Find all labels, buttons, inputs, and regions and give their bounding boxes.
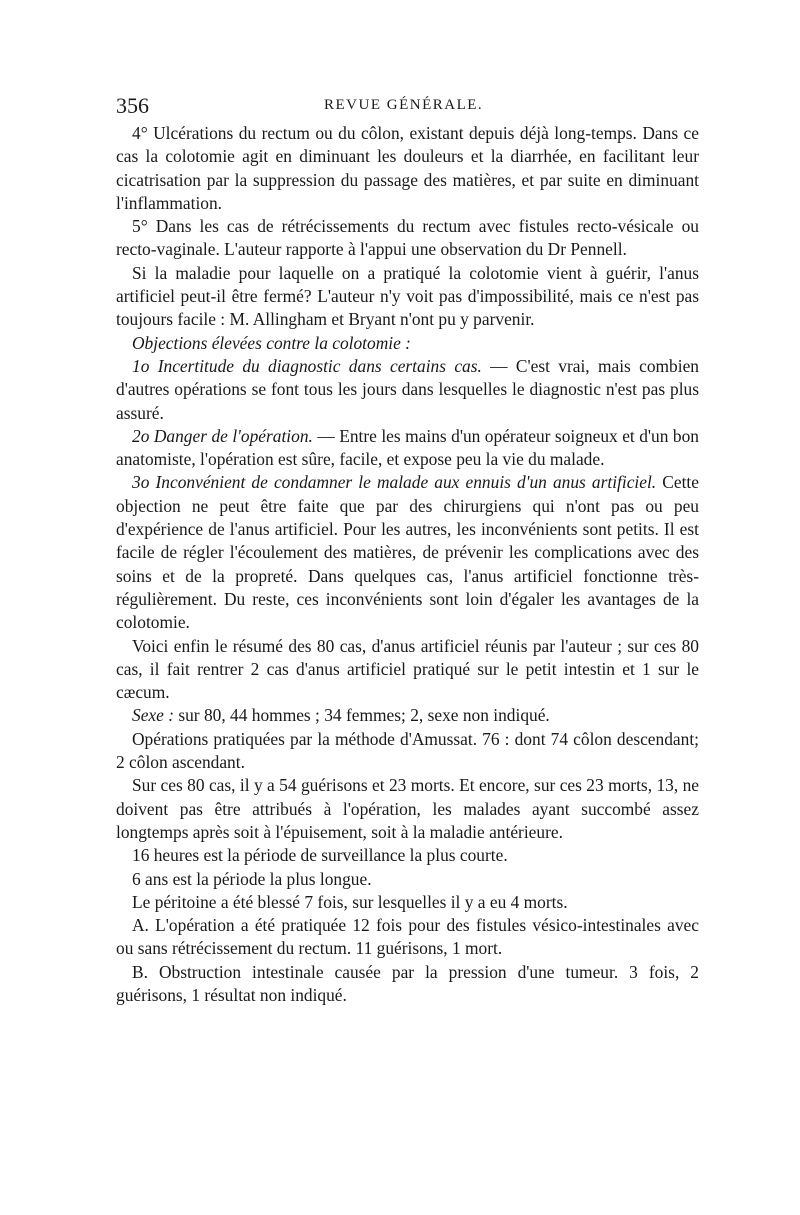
paragraph-surveillance-courte: 16 heures est la période de surveillance la plus courte. bbox=[132, 845, 508, 866]
body-text bbox=[116, 122, 699, 1007]
paragraph-retrecissements: 5° Dans les cas de rétrécissements du rectum avec fistules recto-vésicale ou recto-vaginale. L'auteur rapporte à l'appui une observation du Dr Pennell. bbox=[116, 216, 699, 260]
objection-inconvenient: 3o Inconvénient de condamner le malade aux ennuis d'un anus artificiel. Cette objection ne peut être faite que par des chirurgiens qui n'ont pas ou peu d'expérience de l'anus artificiel. Pour les autres, les inconvénients sont petits. Il est facile de régler l'écoulement des matières, de prévenir les complications avec des soins et de la propreté. Dans quelques cas, l'anus artificiel fonctionne très-régulièrement. Du reste, ces inconvénients sont loin d'égaler les avantages de la colotomie. bbox=[116, 472, 699, 633]
running-head: REVUE GÉNÉRALE. bbox=[324, 97, 484, 113]
paragraph-fermeture-anus: Si la maladie pour laquelle on a pratiqué la colotomie vient à guérir, l'anus artificiel peut-il être fermé? L'auteur n'y voit pas d'impossibilité, mais ce n'est pas toujours facile : M. Allingham et Bryant n'ont pu y parvenir. bbox=[116, 262, 699, 330]
paragraph-methode-amussat: Opérations pratiquées par la méthode d'Amussat. 76 : dont 74 côlon descendant; 2 côlon ascendant. bbox=[116, 728, 699, 773]
paragraph-guerisons-morts: Sur ces 80 cas, il y a 54 guérisons et 23 morts. Et encore, sur ces 23 morts, 13, ne doivent pas être attribués à l'opération, les malades ayant succombé assez longtemps après soit à l'épuisement, soit à la maladie antérieure. bbox=[116, 775, 699, 842]
paragraph-sexe: Sexe : sur 80, 44 hommes ; 34 femmes; 2, sexe non indiqué. bbox=[132, 705, 550, 726]
paragraph-resume-80-cas: Voici enfin le résumé des 80 cas, d'anus artificiel réunis par l'auteur ; sur ces 80 cas, il fait rentrer 2 cas d'anus artificiel pratiqué sur le petit intestin et 1 sur le cæcum. bbox=[116, 635, 699, 703]
page-header bbox=[116, 93, 694, 121]
page-number: 356 bbox=[116, 93, 149, 118]
paragraph-case-a: A. L'opération a été pratiquée 12 fois pour des fistules vésico-intestinales avec ou sans rétrécissement du rectum. 11 guérisons, 1 mort. bbox=[116, 915, 699, 959]
paragraph-ulcerations: 4° Ulcérations du rectum ou du côlon, existant depuis déjà long-temps. Dans ce cas la colotomie agit en diminuant les douleurs et la diarrhée, en facilitant leur cicatrisation par la suppression du passage des matières, et par suite en diminuant l'inflammation. bbox=[116, 123, 699, 213]
section-heading-objections: Objections élevées contre la colotomie : bbox=[132, 332, 411, 353]
paragraph-surveillance-longue: 6 ans est la période la plus longue. bbox=[132, 868, 372, 889]
paragraph-peritoine: Le péritoine a été blessé 7 fois, sur lesquelles il y a eu 4 morts. bbox=[132, 891, 568, 912]
objection-incertitude: 1o Incertitude du diagnostic dans certains cas. — C'est vrai, mais combien d'autres opérations se font tous les jours dans lesquelles le diagnostic n'est pas plus assuré. bbox=[116, 355, 699, 423]
paragraph-case-b: B. Obstruction intestinale causée par la pression d'une tumeur. 3 fois, 2 guérisons, 1 résultat non indiqué. bbox=[116, 961, 699, 1005]
objection-danger: 2o Danger de l'opération. — Entre les mains d'un opérateur soigneux et d'un bon anatomiste, l'opération est sûre, facile, et expose peu la vie du malade. bbox=[116, 425, 699, 470]
